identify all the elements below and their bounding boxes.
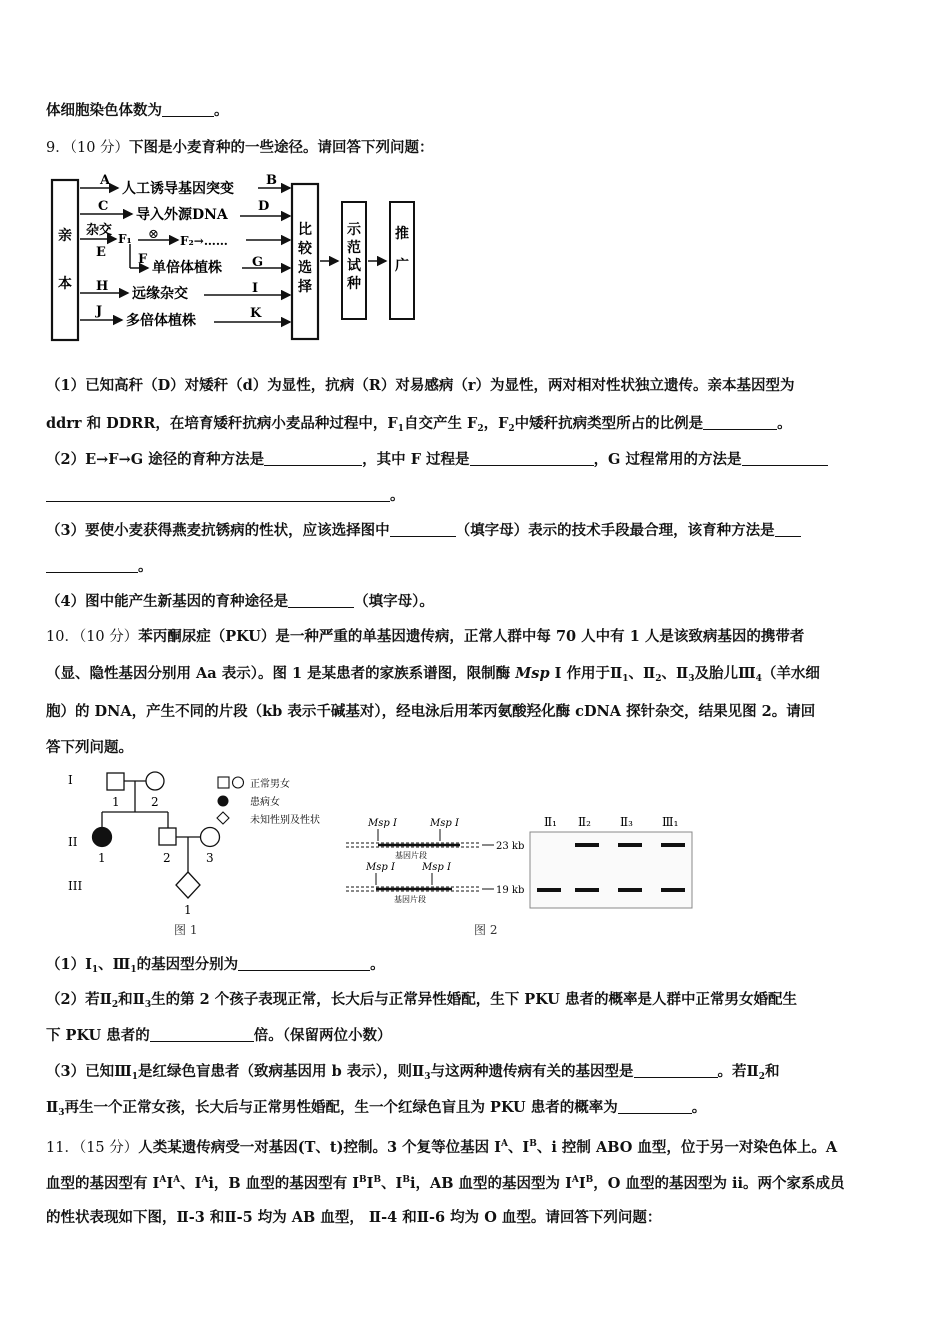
generation-label: II bbox=[68, 835, 78, 849]
answer-blank[interactable] bbox=[742, 451, 828, 466]
svg-text:广: 广 bbox=[395, 258, 409, 274]
svg-text:导入外源DNA: 导入外源DNA bbox=[136, 207, 228, 223]
answer-blank[interactable] bbox=[618, 1099, 692, 1114]
answer-blank[interactable] bbox=[150, 1027, 254, 1042]
fragment-label: 基因片段 bbox=[394, 895, 426, 904]
parent-label-2: 本 bbox=[58, 276, 72, 292]
q9-part1-line2: ddrr 和 DDRR，在培育矮秆抗病小麦品种过程中，$F_1$自交产生 $F_2$，$F_2$中矮秆抗病类型所占的比例是 。 bbox=[46, 415, 792, 434]
q9-part2-line2: 。 bbox=[46, 486, 405, 506]
answer-blank[interactable] bbox=[46, 487, 390, 502]
svg-text:推: 推 bbox=[395, 226, 409, 242]
text-line: 体细胞染色体数为 。 bbox=[46, 102, 229, 119]
lane-label: Ⅱ₃ bbox=[620, 815, 633, 829]
band-19kb bbox=[618, 888, 642, 892]
svg-text:比: 比 bbox=[298, 222, 312, 238]
svg-text:J: J bbox=[96, 304, 103, 319]
question-10-line4: 答下列问题。 bbox=[46, 739, 133, 756]
q9-part4: （4）图中能产生新基因的育种途径是 （填字母）。 bbox=[46, 593, 434, 610]
svg-text:选: 选 bbox=[298, 260, 312, 276]
svg-text:F₁: F₁ bbox=[118, 232, 132, 246]
unknown-sex-symbol bbox=[176, 872, 200, 898]
svg-text:C: C bbox=[98, 199, 109, 214]
enzyme-label: Msp I bbox=[422, 862, 451, 873]
band-19kb bbox=[661, 888, 685, 892]
answer-blank[interactable] bbox=[264, 451, 362, 466]
question-10-line2: （显、隐性基因分别用 Aa 表示）。图 1 是某患者的家族系谱图，限制酶 Msp I 作用于$Ⅱ_1$、$Ⅱ_2$、$Ⅱ_3$及胎儿$Ⅲ_4$（羊水细 bbox=[46, 665, 820, 684]
svg-text:⊗: ⊗ bbox=[148, 227, 159, 242]
affected-female-symbol bbox=[93, 828, 112, 847]
enzyme-label: Msp I bbox=[430, 818, 459, 829]
svg-text:K: K bbox=[250, 306, 262, 321]
question-10-line3: 胞）的 DNA，产生不同的片段（kb 表示千碱基对），经电泳后用苯丙氨酸羟化酶 cDNA 探针杂交，结果见图 2。请回 bbox=[46, 703, 816, 720]
question-10-line1: 10．（10 分）苯丙酮尿症（PKU）是一种严重的单基因遗传病，正常人群中每 70 人中有 1 人是该致病基因的携带者 bbox=[46, 628, 805, 645]
lane-label: Ⅲ₁ bbox=[662, 815, 679, 829]
svg-text:G: G bbox=[252, 255, 264, 270]
band-23kb bbox=[618, 843, 642, 847]
svg-text:范: 范 bbox=[347, 240, 361, 256]
svg-text:3: 3 bbox=[206, 851, 214, 865]
normal-female-symbol bbox=[146, 772, 164, 790]
parent-box bbox=[52, 180, 78, 340]
question-9-heading: 9．（10 分）下图是小麦育种的一些途径。请回答下列问题： bbox=[46, 139, 434, 156]
svg-text:示: 示 bbox=[347, 222, 361, 238]
kb-19-label: 19 kb bbox=[496, 885, 525, 896]
answer-blank[interactable] bbox=[288, 593, 354, 608]
svg-text:远缘杂交: 远缘杂交 bbox=[132, 286, 188, 302]
svg-text:1: 1 bbox=[112, 795, 120, 809]
answer-blank[interactable] bbox=[470, 451, 594, 466]
lane-label: Ⅱ₁ bbox=[544, 815, 557, 829]
figure-2-caption: 图 2 bbox=[474, 923, 498, 937]
q9-part2-line1: （2）E→F→G 途径的育种方法是 ，其中 F 过程是 ，G 过程常用的方法是 bbox=[46, 450, 828, 470]
generation-label: III bbox=[68, 879, 83, 893]
answer-blank[interactable] bbox=[703, 415, 777, 430]
svg-text:种: 种 bbox=[347, 276, 361, 292]
svg-text:F₂→……: F₂→…… bbox=[180, 234, 228, 248]
svg-text:E: E bbox=[96, 245, 106, 260]
normal-female-symbol bbox=[201, 828, 220, 847]
pedigree-figure bbox=[60, 768, 360, 940]
svg-text:人工诱导基因突变: 人工诱导基因突变 bbox=[122, 181, 234, 197]
kb-23-label: 23 kb bbox=[496, 841, 525, 852]
svg-text:试: 试 bbox=[347, 258, 361, 274]
svg-text:单倍体植株: 单倍体植株 bbox=[152, 260, 222, 276]
enzyme-label: Msp I bbox=[368, 818, 397, 829]
figure-1-caption: 图 1 bbox=[174, 923, 198, 937]
svg-text:B: B bbox=[266, 173, 277, 188]
svg-text:杂交: 杂交 bbox=[86, 223, 113, 238]
answer-blank[interactable] bbox=[775, 522, 801, 537]
band-23kb bbox=[661, 843, 685, 847]
q9-part3-line1: （3）要使小麦获得燕麦抗锈病的性状，应该选择图中 （填字母）表示的技术手段最合理，该育种方法是 bbox=[46, 521, 801, 541]
svg-text:择: 择 bbox=[298, 279, 312, 295]
q10-part1: $(1)I_1$、$Ⅲ_1$的基因型分别为 。 bbox=[46, 956, 385, 975]
svg-text:A: A bbox=[100, 173, 111, 188]
electrophoresis-figure bbox=[340, 808, 710, 940]
svg-text:2: 2 bbox=[163, 851, 171, 865]
generation-label: I bbox=[68, 773, 73, 787]
normal-male-symbol bbox=[107, 773, 124, 790]
svg-text:2: 2 bbox=[151, 795, 159, 809]
legend-unknown: 未知性别及性状 bbox=[250, 815, 320, 826]
q10-part2-line2: 下 PKU 患者的 倍。（保留两位小数） bbox=[46, 1027, 392, 1044]
svg-text:多倍体植株: 多倍体植株 bbox=[126, 313, 196, 329]
normal-male-symbol bbox=[159, 828, 176, 845]
legend-affected-female: 患病女 bbox=[250, 797, 280, 808]
q10-part3-line1: （3）已知$Ⅲ_1$是红绿色盲患者（致病基因用 b 表示），则$Ⅱ_3$与这两种遗传病有关的基因型是 。若$Ⅱ_2$和 bbox=[46, 1063, 780, 1082]
q10-part3-line2: $Ⅱ_3$再生一个正常女孩，长大后与正常男性婚配，生一个红绿色盲且为 PKU 患者的概率为 。 bbox=[46, 1099, 707, 1118]
svg-text:I: I bbox=[252, 281, 259, 296]
band-19kb bbox=[575, 888, 599, 892]
breeding-pathway-diagram bbox=[46, 172, 426, 347]
svg-text:较: 较 bbox=[298, 241, 312, 257]
legend-normal: 正常男女 bbox=[250, 779, 290, 790]
band-23kb bbox=[575, 843, 599, 847]
svg-text:F: F bbox=[138, 252, 148, 267]
fragment-label: 基因片段 bbox=[395, 851, 427, 860]
question-11-line1: 11．（15 分）人类某遗传病受一对基因(T、t)控制。3 个复等位基因 $I^A$、$I^B$、i 控制 ABO 血型，位于另一对染色体上。A bbox=[46, 1139, 838, 1156]
parent-label-1: 亲 bbox=[58, 228, 72, 244]
svg-text:D: D bbox=[258, 199, 270, 214]
answer-blank[interactable] bbox=[46, 558, 138, 573]
lane-label: Ⅱ₂ bbox=[578, 815, 591, 829]
answer-blank[interactable] bbox=[238, 956, 370, 971]
svg-text:1: 1 bbox=[184, 903, 192, 917]
answer-blank[interactable] bbox=[634, 1063, 718, 1078]
q9-part3-line2: 。 bbox=[46, 557, 153, 577]
svg-text:1: 1 bbox=[98, 851, 106, 865]
q9-part1-line1: （1）已知高秆（D）对矮秆（d）为显性，抗病（R）对易感病（r）为显性，两对相对性状独立遗传。亲本基因型为 bbox=[46, 377, 795, 394]
answer-blank[interactable] bbox=[162, 102, 214, 117]
q10-part2-line1: （2）若$Ⅱ_2$和$Ⅱ_3$生的第 2 个孩子表现正常，长大后与正常异性婚配，生下 PKU 患者的概率是人群中正常男女婚配生 bbox=[46, 991, 797, 1010]
question-11-line2: 血型的基因型有 $I^AI^A$、$I^Ai$，B 血型的基因型有 $I^BI^B$、$I^Bi$，AB 血型的基因型为 $I^AI^B$，O 血型的基因型为 ii。两个家系成员 bbox=[46, 1175, 845, 1192]
enzyme-label: Msp I bbox=[366, 862, 395, 873]
band-19kb bbox=[537, 888, 561, 892]
question-11-line3: 的性状表现如下图，Ⅱ-3 和Ⅱ-5 均为 AB 血型， Ⅱ-4 和Ⅱ-6 均为 O 血型。请回答下列问题： bbox=[46, 1209, 662, 1226]
svg-text:H: H bbox=[96, 279, 109, 294]
answer-blank[interactable] bbox=[390, 522, 456, 537]
